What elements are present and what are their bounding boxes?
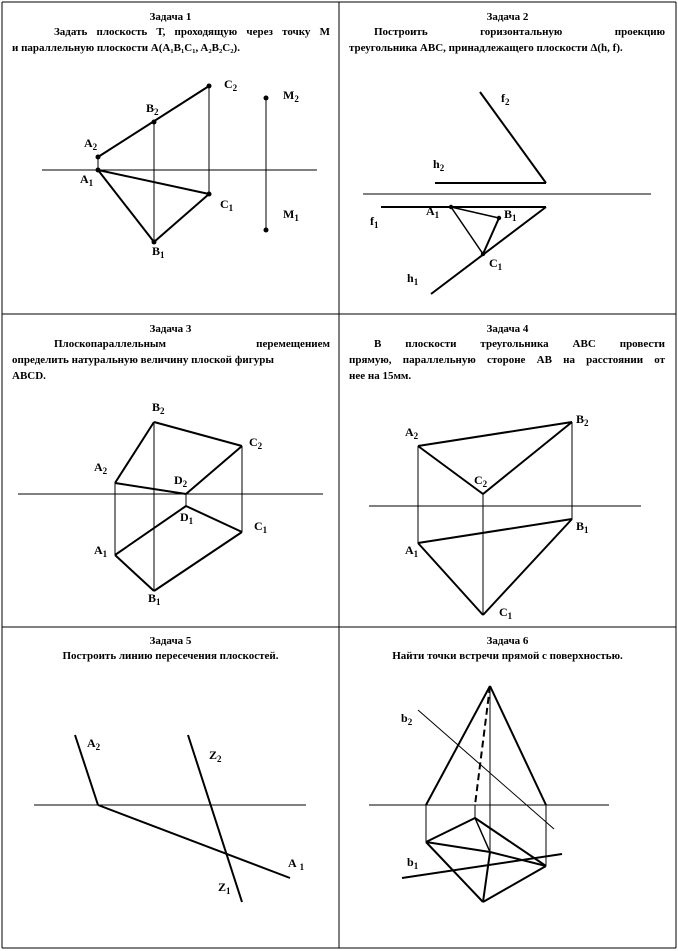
task-4-title: Задача 4 bbox=[486, 323, 529, 335]
line-f2 bbox=[480, 92, 546, 183]
task-1-title: Задача 1 bbox=[149, 11, 192, 23]
label-c2: $C_2$ bbox=[249, 435, 263, 451]
label-z1: $Z_1$ bbox=[218, 880, 231, 896]
segment-c1b1 bbox=[154, 532, 242, 591]
segment-a1c1 bbox=[418, 543, 483, 615]
label-a2: $A_2$ bbox=[405, 425, 419, 441]
label-c1: $C_1$ bbox=[499, 605, 513, 621]
line-h1 bbox=[431, 207, 546, 294]
point-a1 bbox=[96, 168, 101, 173]
point-c1 bbox=[207, 192, 212, 197]
label-a1: A $_1$ bbox=[288, 856, 305, 872]
point-a2 bbox=[96, 155, 101, 160]
point-m2 bbox=[264, 96, 269, 101]
label-b1: $B_1$ bbox=[576, 519, 589, 535]
task-3-title: Задача 3 bbox=[149, 323, 192, 335]
label-f1: $f_1$ bbox=[370, 214, 379, 230]
label-b2: $B_2$ bbox=[146, 101, 159, 117]
label-b1: $B_1$ bbox=[152, 244, 165, 260]
label-d1: $D_1$ bbox=[180, 510, 194, 526]
edge-right-front bbox=[490, 686, 546, 805]
edge-top-front bbox=[483, 852, 490, 902]
segment-a1b1 bbox=[418, 519, 572, 543]
label-a1: $A_1$ bbox=[94, 543, 108, 559]
base-left-back bbox=[426, 818, 475, 842]
task-2-text-line2: треугольника АВС, принадлежащего плоскости Δ(h, f). bbox=[349, 42, 623, 54]
label-a2: $A_2$ bbox=[84, 136, 98, 152]
label-c1: $C_1$ bbox=[254, 519, 268, 535]
label-b2: $B_2$ bbox=[576, 412, 589, 428]
label-f2: $f_2$ bbox=[501, 91, 510, 107]
task-2-cell bbox=[339, 2, 676, 314]
label-c2: $C_2$ bbox=[474, 473, 488, 489]
task-6-title: Задача 6 bbox=[486, 635, 529, 647]
task-4-text-line1: В плоскости треугольника АВС провести bbox=[374, 338, 665, 350]
point-b2 bbox=[152, 120, 157, 125]
task-3-cell bbox=[2, 314, 339, 627]
label-b1: $B_1$ bbox=[504, 207, 517, 223]
label-z2: $Z_2$ bbox=[209, 748, 222, 764]
task-6-drawing bbox=[339, 627, 676, 948]
point-c1 bbox=[481, 252, 485, 256]
segment-d1c1 bbox=[186, 506, 242, 532]
segment-a1d1 bbox=[115, 506, 186, 555]
label-c1: $C_1$ bbox=[220, 197, 234, 213]
label-a1: $A_1$ bbox=[80, 172, 94, 188]
line-a1 bbox=[98, 805, 290, 878]
task-2-title: Задача 2 bbox=[486, 11, 529, 23]
segment-b1a1 bbox=[115, 555, 154, 591]
label-b1: $B_1$ bbox=[148, 591, 161, 607]
label-a1: $A_1$ bbox=[426, 204, 440, 220]
task-5-drawing bbox=[2, 627, 339, 948]
task-3-text-line1: Плоскопараллельным перемещением bbox=[54, 338, 330, 350]
segment-b2c2 bbox=[154, 422, 242, 446]
line-b1 bbox=[402, 854, 562, 878]
task-4-text-line2: прямую, параллельную стороне АВ на расстоянии от bbox=[349, 354, 665, 366]
segment-b1c1 bbox=[483, 519, 572, 615]
label-a2: $A_2$ bbox=[94, 460, 108, 476]
line-b2 bbox=[418, 710, 554, 829]
segment-b1c1 bbox=[154, 194, 209, 242]
task-4-drawing bbox=[339, 314, 676, 627]
task-6-cell bbox=[339, 627, 676, 948]
segment-a2b2 bbox=[418, 422, 572, 446]
task-3-text-line3: ABCD. bbox=[12, 370, 46, 382]
label-a2: $A_2$ bbox=[87, 736, 101, 752]
point-c2 bbox=[207, 84, 212, 89]
task-1-text-line2: и параллельную плоскости A(A₁B₁C₁, A₂B₂C₂). bbox=[12, 42, 240, 54]
point-b1 bbox=[497, 216, 501, 220]
label-h1: $h_1$ bbox=[407, 271, 419, 287]
task-2-text-line1: Построить горизонтальную проекцию bbox=[374, 26, 665, 38]
label-d2: $D_2$ bbox=[174, 473, 188, 489]
label-b2: $b_2$ bbox=[401, 711, 413, 727]
label-b1: $b_1$ bbox=[407, 855, 419, 871]
task-4-cell bbox=[339, 314, 676, 627]
task-6-text-line1: Найти точки встречи прямой с поверхностью. bbox=[392, 650, 623, 662]
base-front-left bbox=[426, 842, 483, 902]
edge-hidden bbox=[475, 686, 490, 805]
task-1-cell bbox=[2, 2, 339, 314]
segment-a1c1 bbox=[451, 207, 483, 254]
task-5-text-line1: Построить линию пересечения плоскостей. bbox=[62, 650, 279, 662]
task-5-title: Задача 5 bbox=[149, 635, 192, 647]
label-c1: $C_1$ bbox=[489, 256, 503, 272]
base-right-front bbox=[483, 866, 546, 902]
task-3-text-line2: определить натуральную величину плоской фигуры bbox=[12, 354, 274, 366]
task-1-drawing bbox=[2, 2, 339, 314]
point-a1 bbox=[449, 205, 453, 209]
label-m2: $M_2$ bbox=[283, 88, 299, 104]
label-h2: $h_2$ bbox=[433, 157, 445, 173]
task-3-drawing bbox=[2, 314, 339, 627]
edge-top-left bbox=[426, 842, 490, 852]
task-5-cell bbox=[2, 627, 339, 948]
label-b2: $B_2$ bbox=[152, 400, 165, 416]
label-a1: $A_1$ bbox=[405, 543, 419, 559]
segment-a2b2 bbox=[115, 422, 154, 483]
label-m1: $M_1$ bbox=[283, 207, 299, 223]
task-4-text-line3: нее на 15мм. bbox=[349, 370, 412, 382]
task-1-text-line1: Задать плоскость Т, проходящую через точку М bbox=[54, 26, 330, 38]
label-c2: $C_2$ bbox=[224, 77, 238, 93]
point-m1 bbox=[264, 228, 269, 233]
segment-c2d2 bbox=[186, 446, 242, 494]
task-2-drawing bbox=[339, 2, 676, 314]
